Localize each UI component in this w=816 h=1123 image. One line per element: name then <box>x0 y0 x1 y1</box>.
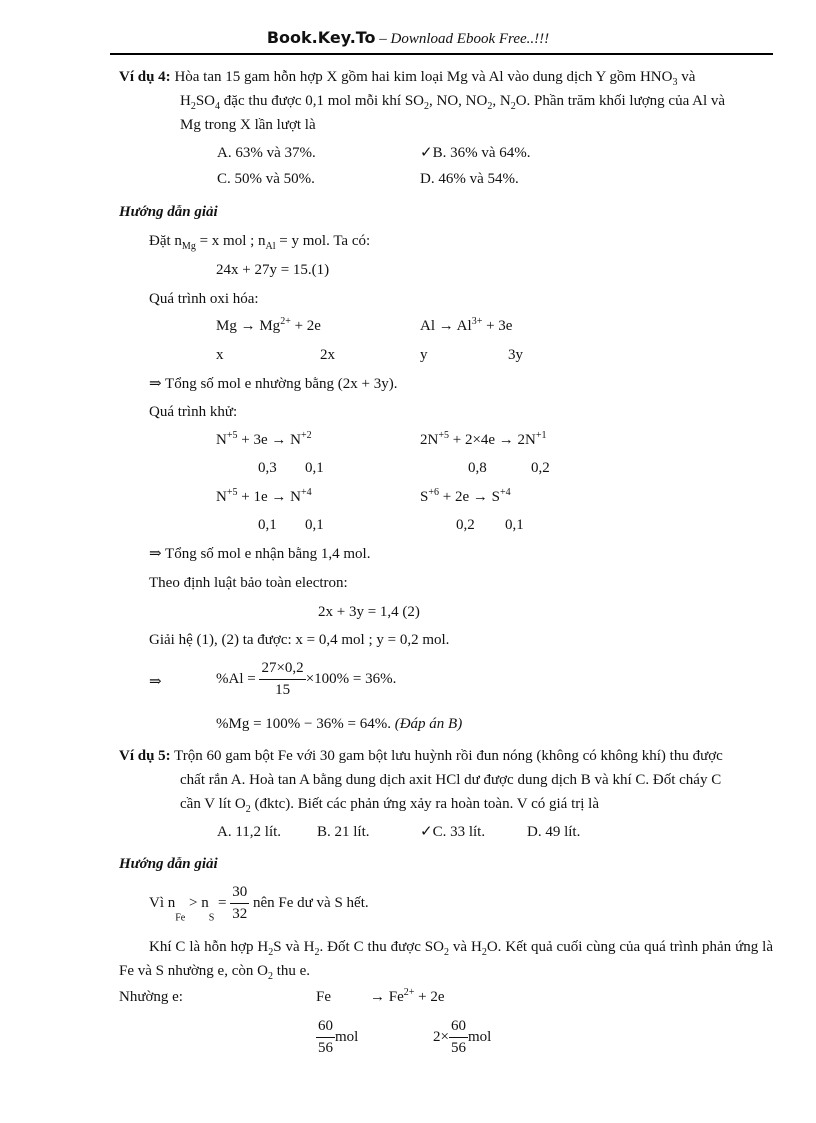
ex4-label: Ví dụ 4: <box>119 69 171 85</box>
t: Mg → Mg <box>216 318 281 334</box>
s: 2 <box>510 101 516 112</box>
t: + 2×4e → 2N <box>448 432 536 448</box>
sol4-oxi-title: Quá trình oxi hóa: <box>149 291 259 307</box>
s: 2 <box>245 804 251 815</box>
header-tagline: – Download Ebook Free..!!! <box>375 31 550 47</box>
sol4-mg-percent <box>216 717 462 732</box>
s: 4 <box>215 101 221 112</box>
t: O. Phần trăm khối lượng của Al và <box>515 93 726 109</box>
t: → Fe <box>370 989 404 1005</box>
t: + 1e → N <box>237 489 301 505</box>
sol5-fe-mol <box>316 1018 358 1056</box>
t: 2× <box>433 1028 449 1045</box>
sol4-set <box>149 233 371 252</box>
s: +5 <box>226 430 238 441</box>
t: = <box>214 894 231 911</box>
num: 27×0,2 <box>259 660 305 680</box>
t: > n <box>185 894 209 911</box>
guide-heading-2: Hướng dẫn giải <box>119 856 218 872</box>
num: 30 <box>230 884 249 904</box>
sol4-x: x <box>216 347 224 363</box>
t: Vì n <box>149 894 176 911</box>
t: cần V lít O <box>180 796 246 812</box>
s: 2 <box>267 971 273 982</box>
page-header <box>0 28 816 48</box>
ex4-line1 <box>119 69 696 88</box>
t: mol <box>467 1028 492 1045</box>
t: , N <box>492 93 511 109</box>
t: Khí C là hỗn hợp H <box>149 939 269 955</box>
header-brand: Book.Key.To <box>266 28 376 47</box>
ex5-option-d: D. 49 lít. <box>527 824 581 840</box>
den: 15 <box>275 681 291 698</box>
s: +5 <box>438 430 449 441</box>
t: Trộn 60 gam bột Fe với 30 gam bột lưu huỳnh rồi đun nóng (không có không khí) thu được <box>174 748 723 764</box>
ex4-option-a: A. 63% và 37%. <box>217 145 316 161</box>
ex5-option-a: A. 11,2 lít. <box>217 824 282 840</box>
t: N <box>216 489 227 505</box>
al-fraction <box>259 660 305 698</box>
sol4-law: Theo định luật bảo toàn electron: <box>149 575 348 591</box>
t: S và H <box>273 939 315 955</box>
s: Mg <box>181 241 196 252</box>
t: và H <box>448 939 482 955</box>
sol4-y: y <box>420 347 428 363</box>
t: + 2e <box>290 318 321 334</box>
t: thu e. <box>272 963 311 979</box>
ex5-line3 <box>180 796 599 815</box>
sol4-r4-v1: 0,2 <box>456 517 475 533</box>
sol4-mg-eq <box>216 316 321 334</box>
sol4-3y: 3y <box>508 347 523 363</box>
header-rule <box>110 53 773 55</box>
t: + 3e <box>482 318 513 334</box>
sol4-eq1: 24x + 27y = 15.(1) <box>216 262 330 278</box>
sol4-r3 <box>216 487 312 505</box>
t: 2N <box>420 432 439 448</box>
s: 2+ <box>403 987 415 998</box>
num: 60 <box>316 1018 335 1038</box>
sol4-give-total: ⇒ Tổng số mol e nhường bằng (2x + 3y). <box>149 376 398 392</box>
s: 2 <box>487 101 493 112</box>
sol5-compare <box>149 884 369 922</box>
t: Đặt n <box>149 233 182 249</box>
t: S <box>420 489 429 505</box>
sol4-recv-total: ⇒ Tổng số mol e nhận bằng 1,4 mol. <box>149 546 371 562</box>
s: +5 <box>226 487 238 498</box>
sol4-solve: Giải hệ (1), (2) ta được: x = 0,4 mol ; y = 0,2 mol. <box>149 632 450 648</box>
s: Fe <box>175 912 186 924</box>
s: 2 <box>443 947 449 958</box>
ex4-option-c: C. 50% và 50%. <box>217 171 315 187</box>
ex4-text-1: Hòa tan 15 gam hỗn hợp X gồm hai kim loại Mg và Al vào dung dịch Y gồm HNO <box>174 69 673 85</box>
ex4-option-b: ✓B. 36% và 64%. <box>420 145 531 161</box>
sol5-fe-eq <box>370 987 445 1005</box>
sol4-r3-v2: 0,1 <box>305 517 324 533</box>
ex5-option-c: ✓C. 33 lít. <box>420 824 486 840</box>
den: 32 <box>232 905 248 922</box>
s-fraction <box>230 884 249 922</box>
guide-heading-1: Hướng dẫn giải <box>119 204 218 220</box>
ex4-line3: Mg trong X lần lượt là <box>180 117 316 133</box>
sol4-al-percent <box>216 660 396 698</box>
num: 60 <box>449 1018 468 1038</box>
answer: (Đáp án B) <box>394 716 463 732</box>
s: 2 <box>314 947 320 958</box>
sol5-give-label: Nhường e: <box>119 989 183 1005</box>
t: mol <box>335 1028 359 1045</box>
sol5-paragraph <box>119 935 773 983</box>
s: +4 <box>499 487 511 498</box>
t: SO <box>195 93 216 109</box>
ex5-label: Ví dụ 5: <box>119 748 171 764</box>
sol4-r2 <box>420 430 547 448</box>
s: +1 <box>535 430 547 441</box>
s: Al <box>265 241 276 252</box>
sol4-r2-v1: 0,8 <box>468 460 487 476</box>
sol4-red-title: Quá trình khử: <box>149 404 238 420</box>
t: nên Fe dư và S hết. <box>249 894 369 911</box>
ex5-line2: chất rắn A. Hoà tan A bằng dung dịch axit HCl dư được dung dịch B và khí C. Đốt cháy C <box>180 772 722 788</box>
sol4-eq2: 2x + 3y = 1,4 (2) <box>318 604 420 620</box>
s: 2 <box>190 101 196 112</box>
e-fraction <box>449 1018 468 1056</box>
t: + 3e → N <box>237 432 301 448</box>
t: đặc thu được 0,1 mol mỗi khí SO <box>220 93 424 109</box>
t: H <box>180 93 191 109</box>
ex5-option-b: B. 21 lít. <box>317 824 370 840</box>
ex4-option-d: D. 46% và 54%. <box>420 171 519 187</box>
sol4-r1-v1: 0,3 <box>258 460 277 476</box>
s: +4 <box>300 487 312 498</box>
sol4-r4 <box>420 487 511 505</box>
t: , NO, NO <box>429 93 488 109</box>
ex4-line2 <box>180 93 726 112</box>
t: = x mol ; n <box>195 233 266 249</box>
s: +6 <box>428 487 439 498</box>
t: Al → Al <box>420 318 472 334</box>
t: = y mol. Ta có: <box>275 233 371 249</box>
den: 56 <box>318 1039 333 1056</box>
t: O. Kết quả cuối cùng của quá trình phản ứng là Fe và S nhường e, còn O <box>119 939 773 979</box>
sol4-r2-v2: 0,2 <box>531 460 550 476</box>
sol4-r4-v2: 0,1 <box>505 517 524 533</box>
sol4-arrow: ⇒ <box>149 674 162 690</box>
t: ×100% = 36%. <box>305 670 397 687</box>
t: N <box>216 432 227 448</box>
sol4-r1-v2: 0,1 <box>305 460 324 476</box>
fe-fraction <box>316 1018 335 1056</box>
s: 3+ <box>471 316 483 327</box>
sol5-fe: Fe <box>316 989 331 1005</box>
sol4-al-eq <box>420 316 513 334</box>
s: 2+ <box>280 316 291 327</box>
ex5-line1 <box>119 749 723 764</box>
s: 2 <box>424 101 429 112</box>
t: %Al = <box>216 670 260 687</box>
t: + 2e <box>414 989 445 1005</box>
sol4-r1 <box>216 430 312 448</box>
s: 2 <box>481 947 487 958</box>
t: + 2e → S <box>438 489 500 505</box>
sol5-e-mol <box>433 1018 491 1056</box>
ex4-text-1-end: và <box>677 69 696 85</box>
s: +2 <box>300 430 312 441</box>
s: 2 <box>268 947 274 958</box>
t: . Đốt C thu được SO <box>319 939 444 955</box>
t: (đktc). Biết các phản ứng xảy ra hoàn toàn. V có giá trị là <box>250 796 599 812</box>
s: S <box>208 912 215 924</box>
den: 56 <box>450 1039 466 1056</box>
sol4-2x: 2x <box>320 347 335 363</box>
ex4-sub: 3 <box>672 77 678 88</box>
sol4-r3-v1: 0,1 <box>258 517 277 533</box>
t: %Mg = 100% − 36% = 64%. <box>216 716 395 732</box>
